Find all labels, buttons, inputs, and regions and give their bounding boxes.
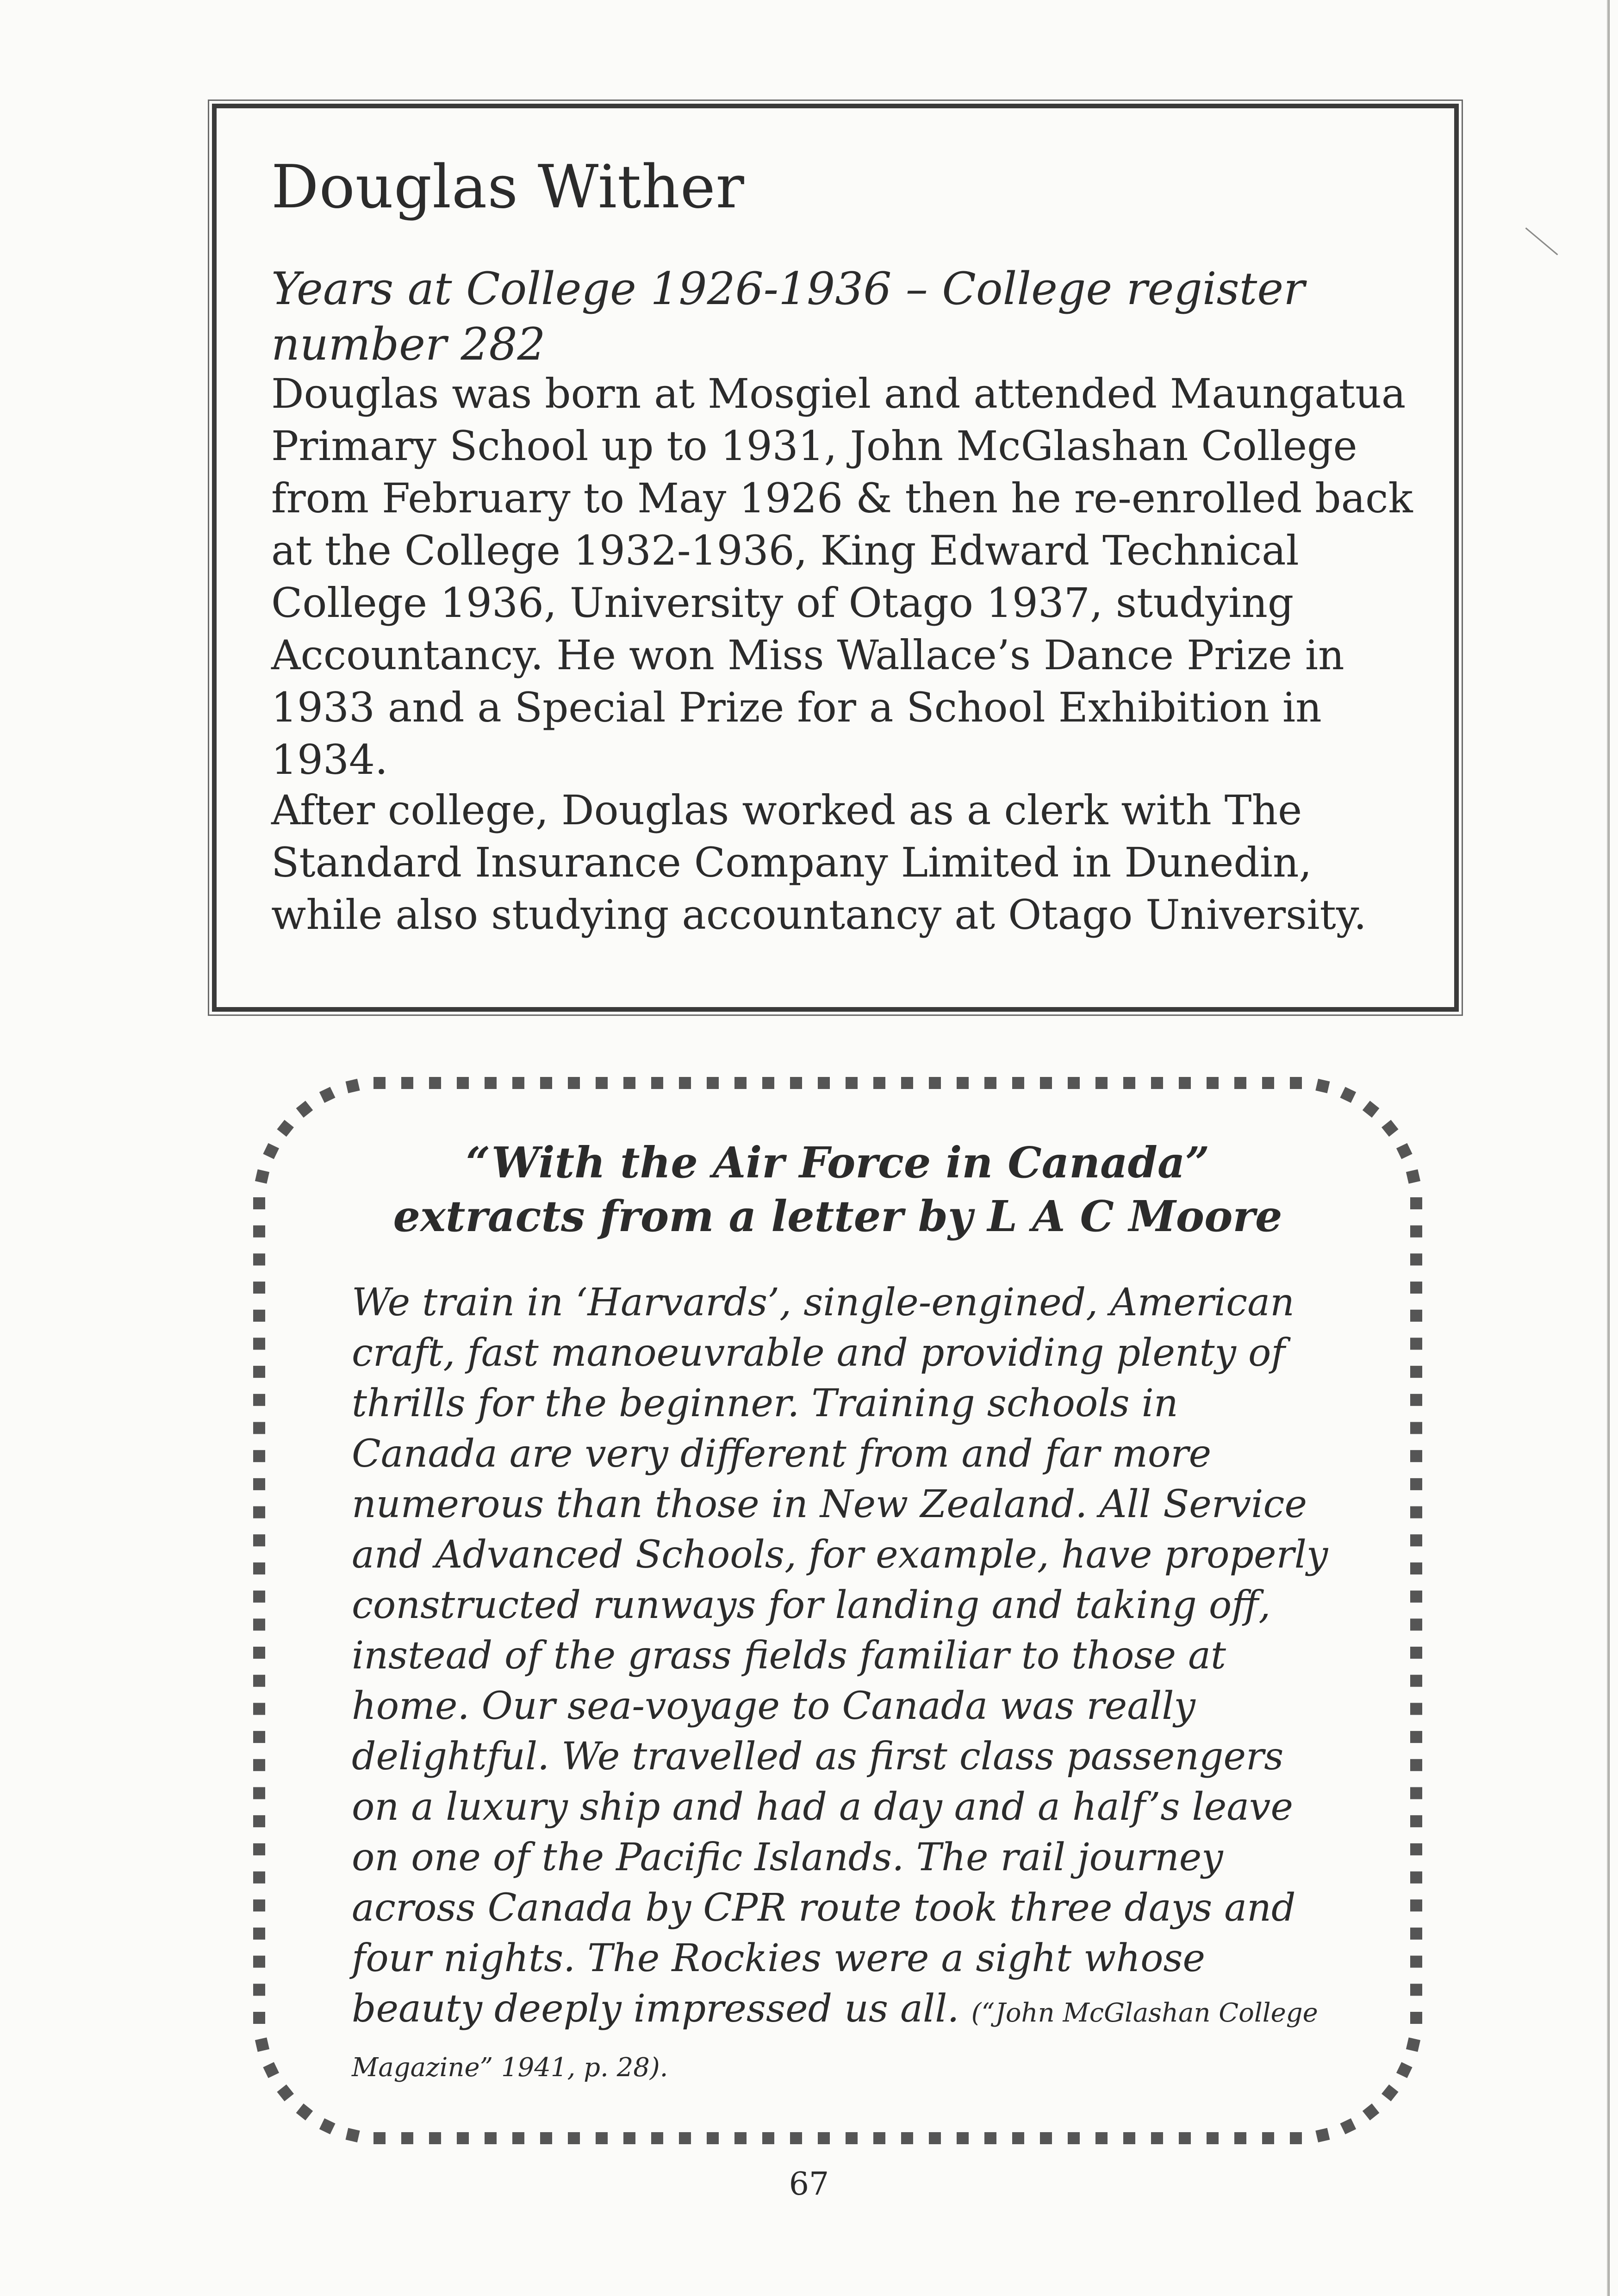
- border-dot: [1410, 1759, 1422, 1771]
- border-dot: [1340, 2118, 1356, 2134]
- border-dot: [253, 1956, 265, 1968]
- border-dot: [319, 1087, 336, 1103]
- border-dot: [568, 1077, 580, 1089]
- border-dot: [253, 1843, 265, 1855]
- bio-subtitle: Years at College 1926-1936 – College register number 282: [271, 263, 1305, 370]
- border-dot: [623, 1077, 635, 1089]
- border-dot: [373, 1077, 386, 1089]
- border-dot: [1123, 1077, 1135, 1089]
- border-dot: [429, 2132, 441, 2144]
- border-dot: [373, 2132, 386, 2144]
- border-dot: [253, 1310, 265, 1322]
- border-dot: [707, 2132, 719, 2144]
- border-dot: [1315, 1079, 1330, 1093]
- border-dot: [1262, 2132, 1274, 2144]
- border-dot: [253, 1366, 265, 1378]
- quote-heading: [333, 1136, 1342, 1243]
- border-dot: [1363, 1101, 1380, 1118]
- border-dot: [568, 2132, 580, 2144]
- border-dot: [253, 1731, 265, 1743]
- border-dot: [540, 1077, 552, 1089]
- border-dot: [1290, 2132, 1302, 2144]
- border-dot: [485, 1077, 497, 1089]
- border-dot: [873, 1077, 885, 1089]
- border-dot: [253, 2012, 265, 2024]
- border-dot: [346, 2128, 360, 2142]
- border-dot: [253, 1815, 265, 1827]
- border-dot: [790, 2132, 802, 2144]
- border-dot: [984, 2132, 996, 2144]
- border-dot: [1340, 1087, 1356, 1103]
- border-dot: [1068, 2132, 1080, 2144]
- border-dot: [253, 1984, 265, 1996]
- border-dot: [1410, 1787, 1422, 1799]
- border-dot: [1151, 1077, 1163, 1089]
- border-dot: [253, 1618, 265, 1630]
- quote-heading-line-1: “With the Air Force in Canada”: [466, 1138, 1210, 1188]
- border-dot: [1068, 1077, 1080, 1089]
- border-dot: [762, 2132, 774, 2144]
- border-dot: [1207, 1077, 1219, 1089]
- border-dot: [1410, 1226, 1422, 1238]
- border-dot: [253, 1787, 265, 1799]
- border-dot: [1382, 2084, 1399, 2102]
- border-dot: [253, 1506, 265, 1518]
- border-dot: [255, 1170, 269, 1184]
- border-dot: [1410, 1872, 1422, 1884]
- border-dot: [253, 1450, 265, 1462]
- border-dot: [957, 1077, 969, 1089]
- border-dot: [929, 2132, 941, 2144]
- border-dot: [1410, 1647, 1422, 1659]
- border-dot: [512, 1077, 524, 1089]
- border-dot: [346, 1079, 360, 1093]
- border-dot: [1012, 2132, 1024, 2144]
- border-dot: [401, 2132, 413, 2144]
- border-dot: [1410, 1703, 1422, 1715]
- border-dot: [1410, 1984, 1422, 1996]
- border-dot: [1410, 1197, 1422, 1209]
- border-dot: [734, 2132, 747, 2144]
- border-dot: [1410, 1534, 1422, 1546]
- border-dot: [253, 1899, 265, 1911]
- bio-title: Douglas Wither: [271, 153, 745, 222]
- border-dot: [1123, 2132, 1135, 2144]
- border-dot: [253, 1703, 265, 1715]
- border-dot: [1410, 2012, 1422, 2024]
- bio-paragraph-1: Douglas was born at Mosgiel and attended Maungatua Primary School up to 1931, John McGlashan College from February to May 1926 & then he re-enrolled back at the College 1932-1936, King Edward Technical College 1936, University of Otago 1937, studying Accountancy. He won Miss Wallace’s Dance Prize in 1933 and a Special Prize for a School Exhibition in 1934.: [271, 370, 1413, 784]
- border-dot: [253, 1675, 265, 1687]
- border-dot: [1382, 1120, 1399, 1137]
- border-dot: [651, 2132, 663, 2144]
- border-dot: [818, 2132, 830, 2144]
- border-dot: [512, 2132, 524, 2144]
- border-dot: [253, 1647, 265, 1659]
- border-dot: [957, 2132, 969, 2144]
- border-dot: [253, 1422, 265, 1434]
- border-dot: [1095, 2132, 1108, 2144]
- border-dot: [253, 1759, 265, 1771]
- quote-body: [352, 1277, 1333, 2093]
- border-dot: [1410, 1450, 1422, 1462]
- border-dot: [1410, 1956, 1422, 1968]
- border-dot: [873, 2132, 885, 2144]
- border-dot: [679, 2132, 691, 2144]
- border-dot: [253, 1394, 265, 1406]
- border-dot: [846, 1077, 858, 1089]
- border-dot: [596, 2132, 608, 2144]
- border-dot: [1179, 1077, 1191, 1089]
- border-dot: [1410, 1338, 1422, 1350]
- border-dot: [485, 2132, 497, 2144]
- border-dot: [429, 1077, 441, 1089]
- bio-box: [212, 104, 1459, 1012]
- bio-paragraph-2: After college, Douglas worked as a clerk with The Standard Insurance Company Limited in Dunedin, while also studying accountancy at Otago University.: [271, 786, 1367, 939]
- border-dot: [253, 1478, 265, 1490]
- border-dot: [1410, 1675, 1422, 1687]
- border-dot: [1410, 1253, 1422, 1265]
- border-dot: [296, 1101, 313, 1118]
- border-dot: [1410, 1618, 1422, 1630]
- border-dot: [1410, 1394, 1422, 1406]
- border-dot: [818, 1077, 830, 1089]
- border-dot: [1410, 1731, 1422, 1743]
- border-dot: [253, 1591, 265, 1603]
- border-dot: [901, 1077, 913, 1089]
- border-dot: [319, 2118, 336, 2134]
- border-dot: [277, 2084, 294, 2102]
- border-dot: [1410, 1478, 1422, 1490]
- border-dot: [1406, 2037, 1420, 2052]
- border-dot: [253, 1928, 265, 1940]
- border-dot: [255, 2037, 269, 2052]
- border-dot: [253, 1282, 265, 1294]
- border-dot: [596, 1077, 608, 1089]
- page-number: 67: [789, 2166, 829, 2203]
- border-dot: [1363, 2103, 1380, 2121]
- border-dot: [1262, 1077, 1274, 1089]
- border-dot: [1410, 1366, 1422, 1378]
- border-dot: [540, 2132, 552, 2144]
- border-dot: [253, 1226, 265, 1238]
- border-dot: [1234, 2132, 1246, 2144]
- border-dot: [623, 2132, 635, 2144]
- border-dot: [1234, 1077, 1246, 1089]
- border-dot: [790, 1077, 802, 1089]
- border-dot: [1410, 1422, 1422, 1434]
- border-dot: [253, 1872, 265, 1884]
- border-dot: [1179, 2132, 1191, 2144]
- border-dot: [762, 1077, 774, 1089]
- border-dot: [1290, 1077, 1302, 1089]
- border-dot: [651, 1077, 663, 1089]
- border-dot: [679, 1077, 691, 1089]
- border-dot: [1410, 1815, 1422, 1827]
- border-dot: [253, 1338, 265, 1350]
- border-dot: [1040, 2132, 1052, 2144]
- border-dot: [1410, 1899, 1422, 1911]
- border-dot: [1315, 2128, 1330, 2142]
- border-dot: [1410, 1562, 1422, 1574]
- border-dot: [1095, 1077, 1108, 1089]
- border-dot: [846, 2132, 858, 2144]
- page-edge: [1607, 0, 1610, 2296]
- border-dot: [401, 1077, 413, 1089]
- border-dot: [984, 1077, 996, 1089]
- border-dot: [277, 1120, 294, 1137]
- quote-box: [250, 1074, 1425, 2147]
- quote-heading-line-2: extracts from a letter by L A C Moore: [393, 1191, 1282, 1241]
- border-dot: [707, 1077, 719, 1089]
- border-dot: [901, 2132, 913, 2144]
- border-dot: [1040, 1077, 1052, 1089]
- border-dot: [1410, 1928, 1422, 1940]
- border-dot: [1406, 1170, 1420, 1184]
- scan-mark: [1525, 227, 1558, 255]
- border-dot: [253, 1253, 265, 1265]
- border-dot: [734, 1077, 747, 1089]
- quote-text: We train in ‘Harvards’, single-engined, American craft, fast manoeuvrable and providing plenty of thrills for the beginner. Training schools in Canada are very different from and far more numerous than those in New Zealand. All Service and Advanced Schools, for example, have properly constructed runways for landing and taking off, instead of the grass fields familiar to those at home. Our sea-voyage to Canada was really delightful. We travelled as first class passengers on a luxury ship and had a day and a half’s leave on one of the Pacific Islands. The rail journey across Canada by CPR route took three days and four nights. The Rockies were a sight whose beauty deeply impressed us all.: [352, 1281, 1328, 2031]
- border-dot: [1410, 1310, 1422, 1322]
- border-dot: [457, 2132, 469, 2144]
- border-dot: [1410, 1591, 1422, 1603]
- border-dot: [253, 1562, 265, 1574]
- border-dot: [263, 2062, 279, 2078]
- border-dot: [1396, 1143, 1413, 1159]
- border-dot: [1012, 1077, 1024, 1089]
- border-dot: [1396, 2062, 1413, 2078]
- border-dot: [253, 1534, 265, 1546]
- border-dot: [1410, 1506, 1422, 1518]
- border-dot: [1410, 1282, 1422, 1294]
- border-dot: [253, 1197, 265, 1209]
- border-dot: [457, 1077, 469, 1089]
- border-dot: [1410, 1843, 1422, 1855]
- border-dot: [1151, 2132, 1163, 2144]
- border-dot: [296, 2103, 313, 2121]
- border-dot: [1207, 2132, 1219, 2144]
- border-dot: [263, 1143, 279, 1159]
- border-dot: [929, 1077, 941, 1089]
- quote-citation: (“John McGlashan College Magazine” 1941, p. 28).: [352, 1998, 1318, 2083]
